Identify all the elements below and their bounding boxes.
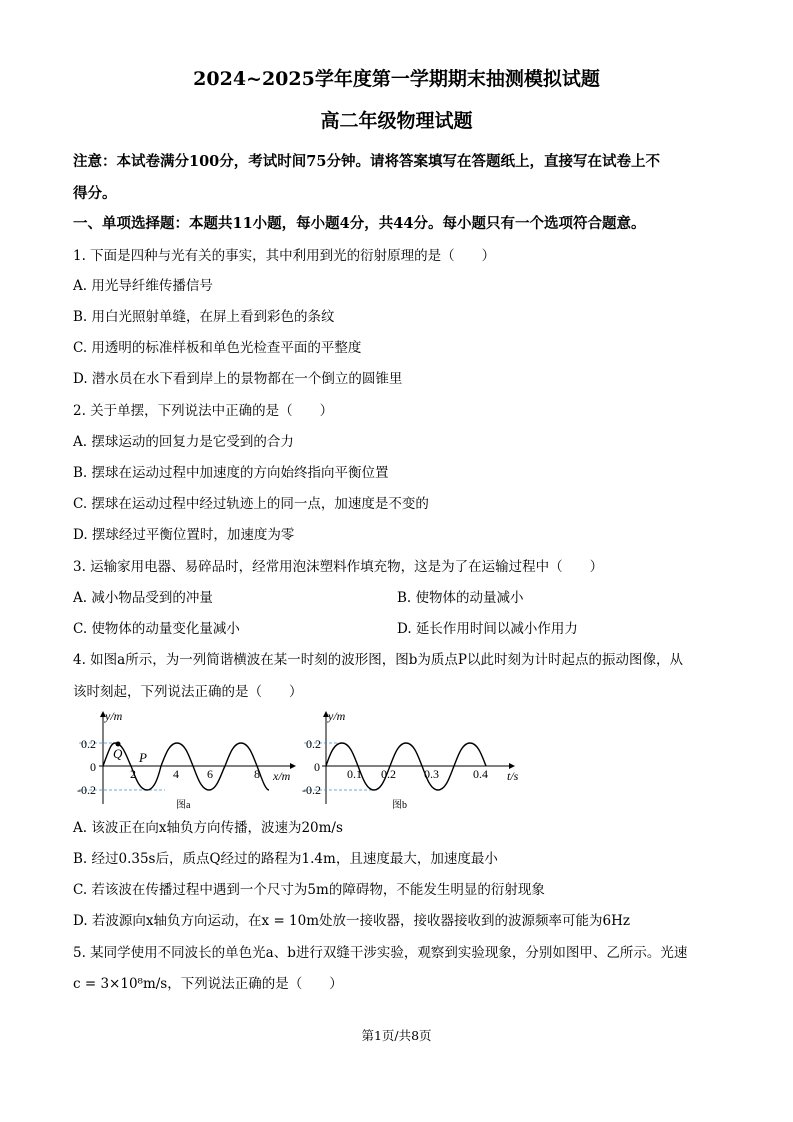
q1-option-b: B. 用白光照射单缝，在屏上看到彩色的条纹 bbox=[73, 309, 335, 325]
q4-option-d: D. 若波源向x轴负方向运动，在x = 10m处放一接收器，接收器接收到的波源频率可能为6Hz bbox=[73, 913, 630, 929]
figure-b-ytick-bottom: -0.2 bbox=[302, 783, 321, 797]
q2-option-d: D. 摆球经过平衡位置时，加速度为零 bbox=[73, 527, 295, 543]
q2-stem: 2. 关于单摆，下列说法中正确的是（ ） bbox=[73, 403, 334, 419]
figure-b-xtick-0.1: 0.1 bbox=[347, 767, 362, 781]
q3-option-a: A. 减小物品受到的冲量 bbox=[73, 590, 213, 606]
q4-stem-line-1: 4. 如图a所示，为一列简谐横波在某一时刻的波形图，图b为质点P以此时刻为计时起点的振动图像，从 bbox=[73, 652, 683, 668]
q3-option-b: B. 使物体的动量减小 bbox=[397, 590, 524, 606]
figure-a-xtick-4: 4 bbox=[173, 767, 179, 781]
q1-option-c: C. 用透明的标准样板和单色光检查平面的平整度 bbox=[73, 340, 362, 356]
q4-option-a: A. 该波正在向x轴负方向传播，波速为20m/s bbox=[73, 820, 343, 836]
q2-option-a: A. 摆球运动的回复力是它受到的合力 bbox=[73, 434, 294, 450]
q4-stem-line-2: 该时刻起，下列说法正确的是（ ） bbox=[73, 684, 303, 700]
figure-b-ytick-zero: 0 bbox=[314, 760, 320, 774]
q2-option-c: C. 摆球在运动过程中经过轨迹上的同一点，加速度是不变的 bbox=[73, 496, 429, 512]
q5-stem-line-2: c = 3×10⁸m/s，下列说法正确的是（ ） bbox=[73, 976, 343, 992]
exam-title: 2024~2025学年度第一学期期末抽测模拟试题 bbox=[193, 68, 600, 90]
page-footer: 第1页/共8页 bbox=[361, 1028, 432, 1043]
figure-a-xtick-6: 6 bbox=[207, 767, 213, 781]
notice-line-2: 得分。 bbox=[73, 185, 117, 202]
point-q-label: Q bbox=[113, 746, 123, 761]
notice-line-1: 注意：本试卷满分100分，考试时间75分钟。请将答案填写在答题纸上，直接写在试卷上不 bbox=[73, 153, 660, 170]
figure-a-ytick-top: 0.2 bbox=[81, 737, 96, 751]
point-p-label: P bbox=[139, 750, 147, 765]
q1-option-a: A. 用光导纤维传播信号 bbox=[73, 278, 213, 294]
figure-b-xtick-0.3: 0.3 bbox=[424, 767, 439, 781]
figure-b-ylabel: y/m bbox=[328, 709, 346, 723]
q2-option-b: B. 摆球在运动过程中加速度的方向始终指向平衡位置 bbox=[73, 465, 389, 481]
q5-stem-line-1: 5. 某同学使用不同波长的单色光a、b进行双缝干涉实验，观察到实验现象，分别如图甲、乙所示。光速 bbox=[73, 945, 688, 961]
figure-a-ytick-zero: 0 bbox=[90, 760, 96, 774]
q3-stem: 3. 运输家用电器、易碎品时，经常用泡沫塑料作填充物，这是为了在运输过程中（ ） bbox=[73, 559, 604, 575]
figure-b-xtick-0.4: 0.4 bbox=[473, 767, 488, 781]
figure-a-xtick-2: 2 bbox=[130, 767, 136, 781]
figure-a-caption: 图a bbox=[176, 800, 191, 811]
q4-option-c: C. 若该波在传播过程中遇到一个尺寸为5m的障碍物，不能发生明显的衍射现象 bbox=[73, 882, 545, 898]
figure-b-ytick-top: 0.2 bbox=[306, 737, 321, 751]
figure-a-wave-graph bbox=[73, 704, 303, 814]
figure-b-xlabel: t/s bbox=[507, 769, 519, 783]
section-heading: 一、单项选择题：本题共11小题，每小题4分，共44分。每小题只有一个选项符合题意。 bbox=[73, 215, 646, 232]
figure-b-xtick-0.2: 0.2 bbox=[381, 767, 396, 781]
figure-a-xlabel: x/m bbox=[273, 769, 291, 783]
figure-a-xtick-8: 8 bbox=[254, 767, 260, 781]
figure-a-ylabel: y/m bbox=[105, 709, 123, 723]
q3-option-c: C. 使物体的动量变化量减小 bbox=[73, 621, 240, 637]
q3-option-d: D. 延长作用时间以减小作用力 bbox=[397, 621, 578, 637]
figure-a-ytick-bottom: -0.2 bbox=[77, 783, 96, 797]
q1-option-d: D. 潜水员在水下看到岸上的景物都在一个倒立的圆锥里 bbox=[73, 371, 403, 387]
figure-b-vibration-graph bbox=[300, 704, 530, 814]
figure-b-caption: 图b bbox=[392, 800, 407, 811]
exam-subtitle: 高二年级物理试题 bbox=[320, 110, 473, 132]
q4-option-b: B. 经过0.35s后，质点Q经过的路程为1.4m，且速度最大，加速度最小 bbox=[73, 851, 498, 867]
q1-stem: 1. 下面是四种与光有关的事实，其中利用到光的衍射原理的是（ ） bbox=[73, 248, 496, 264]
